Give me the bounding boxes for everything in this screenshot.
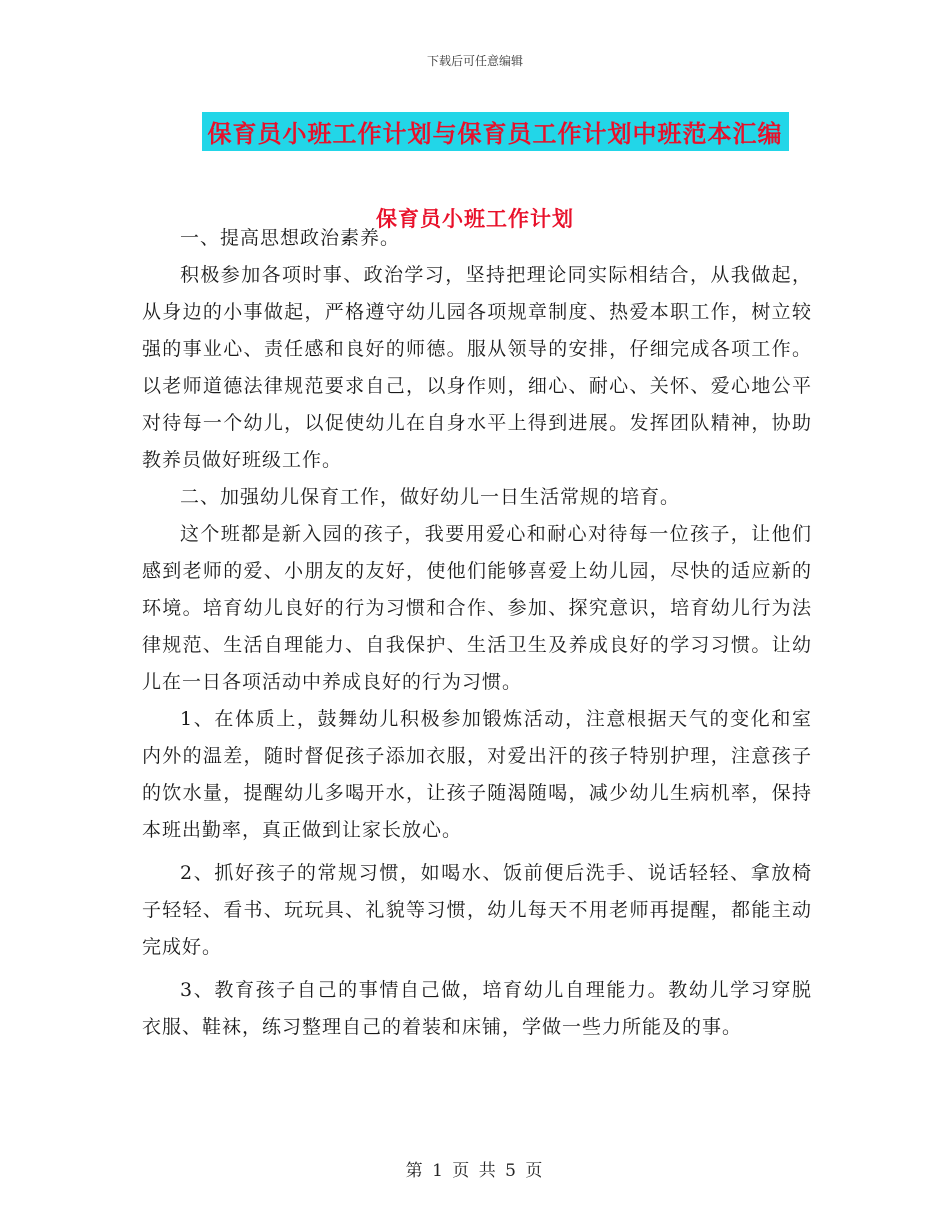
- paragraph-heading-1: 一、提高思想政治素养。: [180, 227, 401, 249]
- document-body: [142, 220, 812, 1046]
- page-header-note: 下载后可任意编辑: [426, 54, 523, 68]
- paragraph: 积极参加各项时事、政治学习，坚持把理论同实际相结合，从我做起，从身边的小事做起，严格遵守幼儿园各项规章制度、热爱本职工作，树立较强的事业心、责任感和良好的师德。服从领导的安排，仔细完成各项工作。以老师道德法律规范要求自己，以身作则，细心、耐心、关怀、爱心地公平对待每一个幼儿，以促使幼儿在自身水平上得到进展。发挥团队精神，协助教养员做好班级工作。: [142, 264, 812, 471]
- paragraph-heading-2: 二、加强幼儿保育工作，做好幼儿一日生活常规的培育。: [180, 486, 681, 508]
- document-title-container: [0, 112, 950, 151]
- paragraph: 这个班都是新入园的孩子，我要用爱心和耐心对待每一位孩子，让他们感到老师的爱、小朋友的友好，使他们能够喜爱上幼儿园，尽快的适应新的环境。培育幼儿良好的行为习惯和合作、参加、探究意识，培育幼儿行为法律规范、生活自理能力、自我保护、生活卫生及养成良好的学习习惯。让幼儿在一日各项活动中养成良好的行为习惯。: [142, 523, 812, 693]
- paragraph-item-2: 2、抓好孩子的常规习惯，如喝水、饭前便后洗手、说话轻轻、拿放椅子轻轻、看书、玩玩具、礼貌等习惯，幼儿每天不用老师再提醒，都能主动完成好。: [142, 862, 812, 958]
- page-number: 第 1 页 共 5 页: [405, 1161, 545, 1181]
- document-title: 保育员小班工作计划与保育员工作计划中班范本汇编: [202, 112, 789, 151]
- section-title: 保育员小班工作计划: [376, 206, 574, 231]
- paragraph-item-1: 1、在体质上，鼓舞幼儿积极参加锻炼活动，注意根据天气的变化和室内外的温差，随时督促孩子添加衣服，对爱出汗的孩子特别护理，注意孩子的饮水量，提醒幼儿多喝开水，让孩子随渴随喝，减少幼儿生病机率，保持本班出勤率，真正做到让家长放心。: [142, 708, 812, 841]
- paragraph-item-3: 3、教育孩子自己的事情自己做，培育幼儿自理能力。教幼儿学习穿脱衣服、鞋袜，练习整理自己的着装和床铺，学做一些力所能及的事。: [142, 979, 812, 1038]
